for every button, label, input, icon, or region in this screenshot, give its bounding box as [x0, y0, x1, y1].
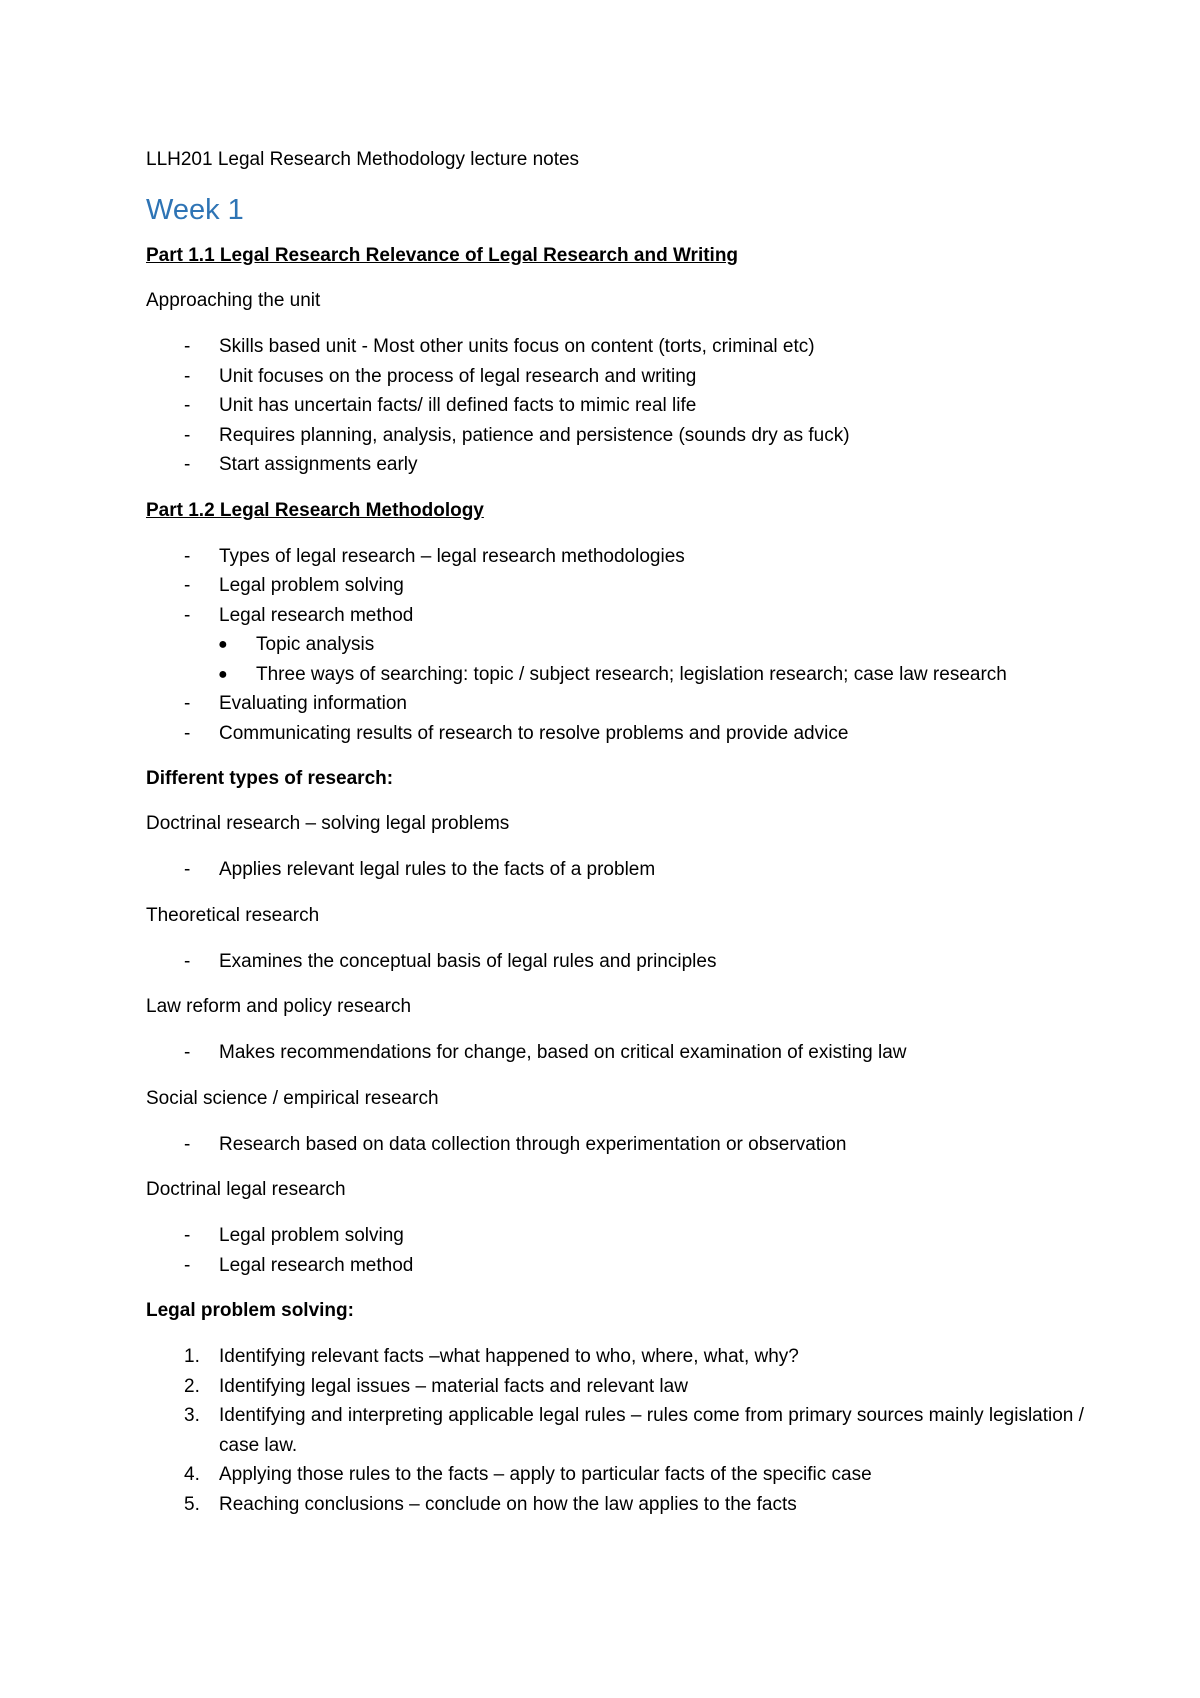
legal-problem-solving-heading: Legal problem solving:: [146, 1300, 354, 1321]
numbered-step: 4. Applying those rules to the facts – apply to particular facts of the specific case: [146, 1460, 1100, 1490]
dash-marker: -: [184, 1042, 191, 1063]
numbered-step: 1. Identifying relevant facts –what happened to who, where, what, why?: [146, 1342, 1100, 1372]
numbered-step: 5. Reaching conclusions – conclude on how the law applies to the facts: [146, 1490, 1100, 1520]
dash-marker: -: [184, 545, 191, 567]
social-science-research-list: [146, 1130, 1100, 1160]
dash-marker: -: [184, 336, 191, 357]
dash-marker: -: [184, 604, 191, 626]
document-title: LLH201 Legal Research Methodology lecture notes: [146, 149, 580, 170]
week-heading: Week 1: [146, 194, 244, 226]
dash-marker: -: [184, 722, 191, 744]
numbered-step: 2. Identifying legal issues – material facts and relevant law: [146, 1372, 1100, 1402]
list-item: - Research based on data collection through experimentation or observation: [146, 1130, 1100, 1160]
dash-marker: -: [184, 575, 191, 596]
list-item: - Examines the conceptual basis of legal rules and principles: [146, 947, 1100, 977]
list-item: - Legal problem solving: [146, 571, 1100, 601]
dash-marker: -: [184, 365, 191, 387]
numbered-step: 3. Identifying and interpreting applicable legal rules – rules come from primary sources mainly legislation / case law.: [146, 1401, 1100, 1460]
types-of-research-heading: Different types of research:: [146, 768, 394, 789]
law-reform-research-list: [146, 1038, 1100, 1068]
theoretical-research-list: [146, 947, 1100, 977]
dash-marker: -: [184, 1254, 191, 1276]
legal-problem-solving-steps: [146, 1342, 1100, 1519]
bullet-marker: ●: [218, 636, 228, 653]
social-science-research-title: Social science / empirical research: [146, 1087, 439, 1109]
dash-marker: -: [184, 1225, 191, 1246]
dash-marker: -: [184, 395, 191, 416]
list-item: - Applies relevant legal rules to the facts of a problem: [146, 855, 1100, 885]
part-1-1-heading: Part 1.1 Legal Research Relevance of Legal Research and Writing: [146, 245, 739, 266]
list-item: - Requires planning, analysis, patience and persistence (sounds dry as fuck): [146, 421, 1100, 451]
list-item: - Start assignments early: [146, 450, 1100, 480]
dash-marker: -: [184, 454, 191, 475]
part-1-2-list: [146, 542, 1100, 749]
dash-marker: -: [184, 1133, 191, 1155]
list-item: - Unit focuses on the process of legal research and writing: [146, 362, 1100, 392]
list-item: - Legal research method: [146, 1251, 1100, 1281]
list-item: - Skills based unit - Most other units focus on content (torts, criminal etc): [146, 332, 1100, 362]
dash-marker: -: [184, 950, 191, 972]
list-item: - Types of legal research – legal research methodologies: [146, 542, 1100, 572]
dash-marker: -: [184, 424, 191, 446]
bullet-marker: ●: [218, 665, 228, 683]
step-number: 5.: [184, 1493, 200, 1515]
theoretical-research-title: Theoretical research: [146, 904, 320, 926]
doctrinal-legal-research-list: [146, 1221, 1100, 1280]
part-1-1-list: [146, 332, 1100, 480]
list-item: - Legal research method: [146, 601, 1100, 631]
step-number: 1.: [184, 1346, 200, 1367]
approaching-unit-label: Approaching the unit: [146, 290, 321, 311]
doctrinal-legal-research-title: Doctrinal legal research: [146, 1179, 346, 1200]
doctrinal-research-title: Doctrinal research – solving legal problems: [146, 813, 510, 834]
sub-list-item: ● Topic analysis: [146, 630, 1100, 660]
list-item: - Makes recommendations for change, based on critical examination of existing law: [146, 1038, 1100, 1068]
doctrinal-research-list: [146, 855, 1100, 885]
list-item: - Evaluating information: [146, 689, 1100, 719]
sub-list-item: ● Three ways of searching: topic / subject research; legislation research; case law research: [146, 660, 1100, 690]
part-1-2-heading: Part 1.2 Legal Research Methodology: [146, 499, 484, 521]
law-reform-research-title: Law reform and policy research: [146, 996, 412, 1017]
list-item: - Communicating results of research to resolve problems and provide advice: [146, 719, 1100, 749]
step-number: 2.: [184, 1375, 200, 1397]
list-item: - Unit has uncertain facts/ ill defined facts to mimic real life: [146, 391, 1100, 421]
dash-marker: -: [184, 693, 191, 714]
dash-marker: -: [184, 859, 191, 880]
step-number: 3.: [184, 1405, 200, 1426]
step-number: 4.: [184, 1464, 200, 1485]
list-item: - Legal problem solving: [146, 1221, 1100, 1251]
